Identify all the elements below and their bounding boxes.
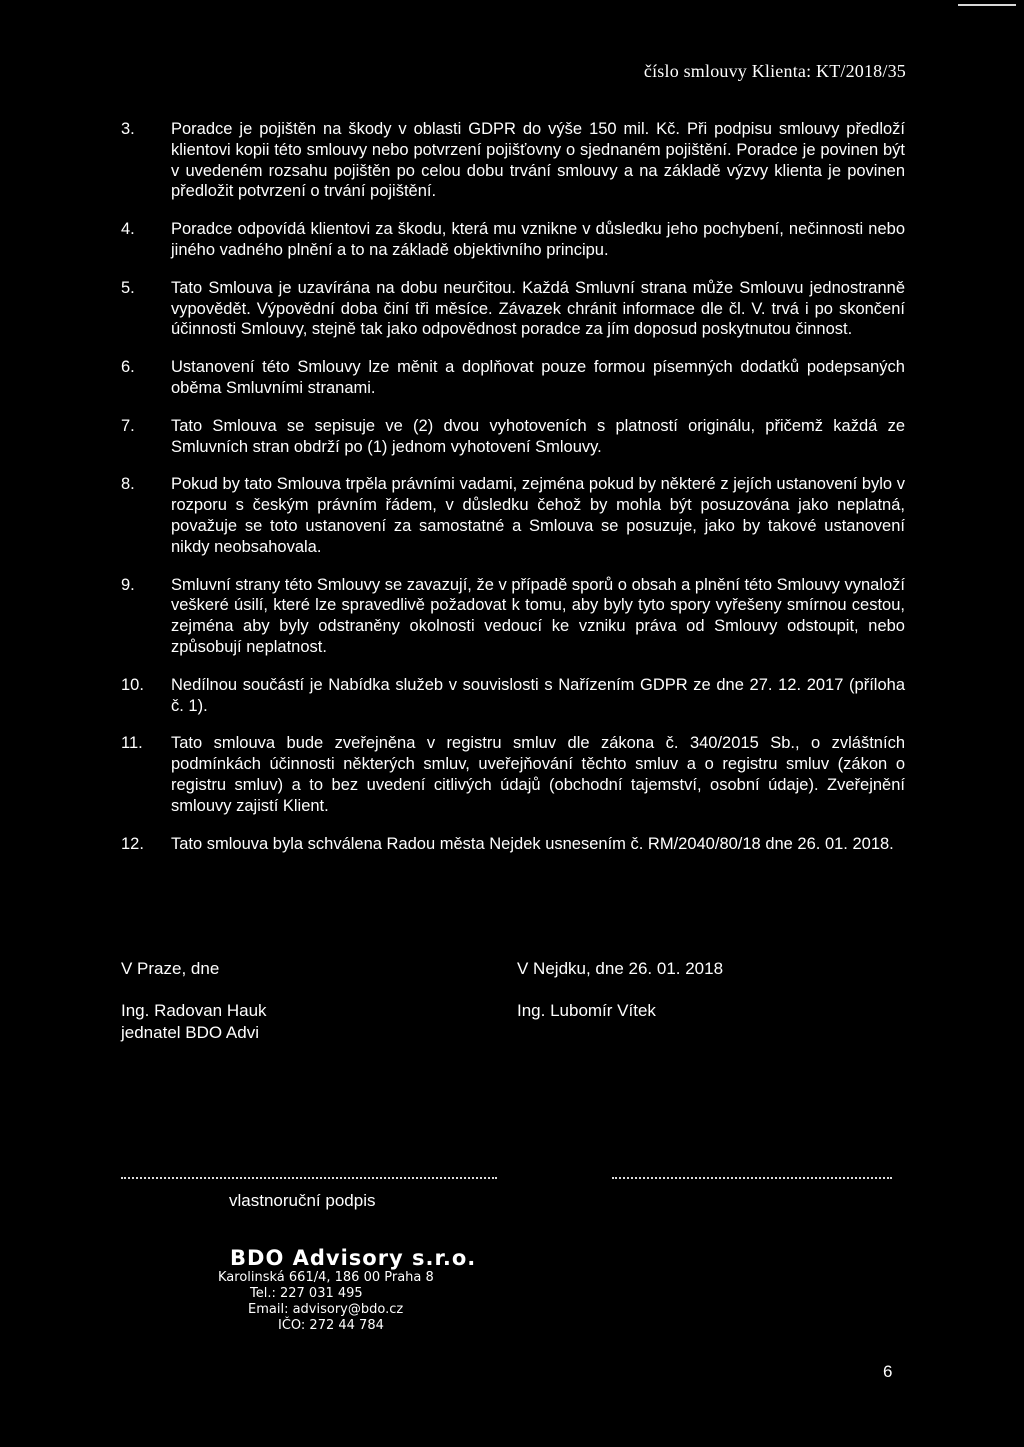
- signature-caption: vlastnoruční podpis: [229, 1191, 376, 1210]
- clause-list: [121, 119, 905, 871]
- left-signatory-role: jednatel BDO Advi: [121, 1023, 259, 1042]
- contract-number: číslo smlouvy Klienta: KT/2018/35: [643, 61, 906, 81]
- clause-text: Tato Smlouva je uzavírána na dobu neurčitou. Každá Smluvní strana může Smlouvu jednostranně vypovědět. Výpovědní doba činí tři měsíce. Závazek chránit informace dle čl. V. trvá i po skončení účinnosti Smlouvy, stejně tak jako odpovědnost poradce za jím doposud poskytnutou činnost.: [171, 278, 905, 339]
- clause-number: 5.: [121, 278, 135, 297]
- clause-text: Smluvní strany této Smlouvy se zavazují, že v případě sporů o obsah a plnění této Smlouvy vynaloží veškeré úsilí, které lze spravedlivě požadovat k tomu, aby byly tyto spory vyřešeny smírnou cestou, zejména aby byly odstraněny okolnosti vedoucí ke vzniku práva od Smlouvy odstoupit, nebo způsobují neplatnost.: [171, 575, 905, 656]
- left-signature-line: [121, 1174, 497, 1179]
- clause-number: 6.: [121, 358, 135, 377]
- clause: [121, 834, 905, 855]
- clause: [121, 416, 905, 458]
- clause: [121, 357, 905, 399]
- clause-number: 11.: [121, 734, 143, 753]
- left-signatory-name: Ing. Radovan Hauk: [121, 1001, 267, 1020]
- clause-text: Tato Smlouva se sepisuje ve (2) dvou vyhotoveních s platností originálu, přičemž každá ze Smluvních stran obdrží po (1) jednom vyhotovení Smlouvy.: [171, 416, 905, 456]
- clause-text: Tato smlouva byla schválena Radou města Nejdek usnesením č. RM/2040/80/18 dne 26. 01. 2018.: [171, 834, 894, 853]
- page-number: 6: [883, 1362, 893, 1381]
- right-signatory-name: Ing. Lubomír Vítek: [517, 1001, 656, 1020]
- right-place-date: V Nejdku, dne 26. 01. 2018: [517, 959, 724, 978]
- clause-text: Poradce je pojištěn na škody v oblasti GDPR do výše 150 mil. Kč. Při podpisu smlouvy předloží klientovi kopii této smlouvy nebo potvrzení pojišťovny o sjednaném pojištění. Poradce je povinen být v uvedeném rozsahu pojištěn po celou dobu trvání smlouvy a na základě výzvy klienta je povinen předložit potvrzení o trvání pojištění.: [171, 120, 905, 201]
- clause: [121, 474, 905, 557]
- clause: [121, 575, 905, 658]
- stamp-ico: IČO: 272 44 784: [278, 1318, 384, 1333]
- clause-number: 12.: [121, 834, 144, 853]
- clause-text: Tato smlouva bude zveřejněna v registru smluv dle zákona č. 340/2015 Sb., o zvláštních podmínkách účinnosti některých smluv, uveřejňování těchto smluv a o registru smluv (zákon o registru smluv) a to bez uvedení citlivých údajů (obchodní tajemství, osobní údaje). Zveřejnění smlouvy zajistí Klient.: [171, 734, 905, 815]
- clause-number: 7.: [121, 416, 135, 435]
- clause-text: Pokud by tato Smlouva trpěla právními vadami, zejména pokud by některé z jejích ustanovení bylo v rozporu s českým právním řádem, v důsledku čehož by mohla být posuzována jako neplatná, považuje se toto ustanovení za samostatné a Smlouva se posuzuje, jako by takové ustanovení nikdy neobsahovala.: [171, 475, 905, 556]
- top-rule: [958, 4, 1016, 6]
- clause-number: 10.: [121, 675, 144, 694]
- company-stamp: [218, 1246, 498, 1334]
- stamp-address: Karolinská 661/4, 186 00 Praha 8: [218, 1270, 434, 1285]
- stamp-company-name: BDO Advisory s.r.o.: [230, 1246, 477, 1270]
- clause-number: 8.: [121, 475, 135, 494]
- stamp-email: Email: advisory@bdo.cz: [248, 1302, 404, 1317]
- left-place-date: V Praze, dne: [121, 959, 220, 978]
- clause-number: 4.: [121, 220, 135, 239]
- clause-number: 9.: [121, 575, 135, 594]
- clause-text: Poradce odpovídá klientovi za škodu, která mu vznikne v důsledku jeho pochybení, nečinnosti nebo jiného vadného plnění a to na základě objektivního principu.: [171, 220, 905, 259]
- clause: [121, 278, 905, 340]
- clause-text: Nedílnou součástí je Nabídka služeb v souvislosti s Nařízením GDPR ze dne 27. 12. 2017 (příloha č. 1).: [171, 675, 905, 715]
- clause: [121, 119, 905, 202]
- stamp-phone: Tel.: 227 031 495: [250, 1286, 363, 1301]
- right-signature-line: [612, 1174, 892, 1179]
- clause: [121, 219, 905, 261]
- clause-text: Ustanovení této Smlouvy lze měnit a doplňovat pouze formou písemných dodatků podepsaných oběma Smluvními stranami.: [171, 358, 905, 397]
- clause: [121, 675, 905, 717]
- clause: [121, 733, 905, 816]
- clause-number: 3.: [121, 120, 135, 138]
